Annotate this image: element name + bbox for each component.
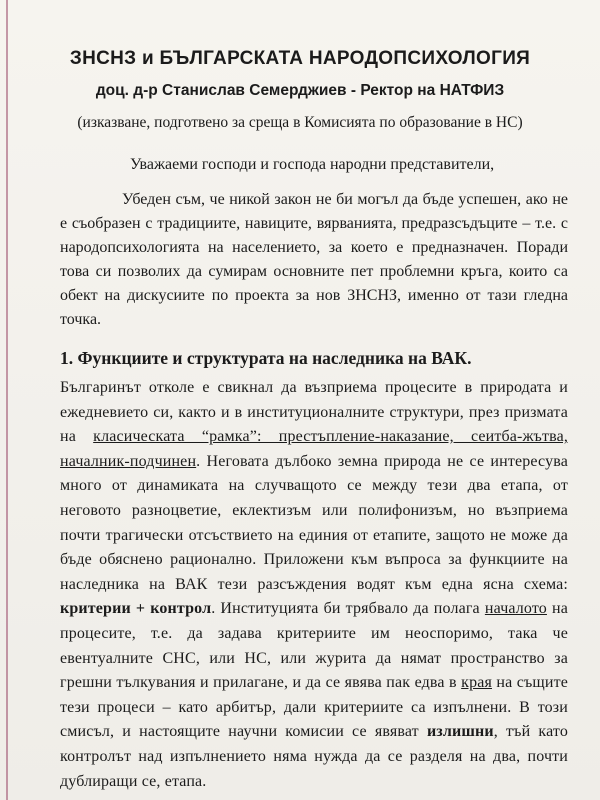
underlined-frame-text: класическата “рамка”: престъпление-наказание, сеитба-жътва, началник-подчинен — [60, 428, 568, 470]
author-line: доц. д-р Станислав Семерджиев - Ректор на НАТФИЗ — [95, 82, 505, 99]
body-text: Българинът отколе е свикнал да възприема процесите в природата и ежедневието си, както и в институционалните структури, през призмата на — [60, 379, 568, 446]
underlined-end: края — [461, 674, 492, 692]
intro-paragraph — [60, 188, 568, 332]
document-title: ЗНСНЗ и БЪЛГАРСКАТА НАРОДОПСИХОЛОГИЯ — [69, 48, 531, 69]
section-heading: 1. Функциите и структурата на наследника на ВАК. — [60, 348, 472, 368]
body-text: . Институцията би трябвало да полага — [211, 600, 480, 618]
intro-text: Убеден съм, че никой закон не би могъл да бъде успешен, ако не е съобразен с традициите, навиците, вярванията, предразсъдъците – т.е. с народопсихологията на населението, за което е предназначен. Поради това си позволих да сумирам основните пет проблемни кръга, които са обект на дискусиите по проекта за нов ЗНСНЗ, именно от тази гледна точка. — [60, 191, 568, 328]
subtitle-note: (изказване, подготвено за среща в Комисията по образование в НС) — [77, 114, 523, 131]
greeting: Уважаеми господи и господа народни представители, — [130, 156, 495, 173]
bold-criteria-control: критерии + контрол — [60, 600, 212, 618]
body-text: , тъй като контролът над изпълнението няма нужда да се разделя на два, почти дублиращи се, етапа. — [60, 723, 569, 790]
body-text: на същите тези процеси – като арбитър, дали критериите са изпълнени. В този смисъл, и настоящите научни комисии се явяват — [60, 674, 568, 741]
body-text: . Неговата дълбоко земна природа не се интересува много от динамиката на случващото се между тези два етапа, от неговото разноцветие, еклектизъм или полифонизъм, но възприема почти трагически отсъствието на единия от етапите, защото не може да бъде обяснено рационално. Приложени към въпроса за функциите на наследника на ВАК тези разсъждения водят към една ясна схема: — [60, 452, 568, 593]
bold-redundant: излишни — [426, 723, 494, 741]
body-text: на процесите, т.е. да задава критериите им неоспоримо, така че евентуалните СНС, или НС, или журита да нямат пространство за грешни тълкувания и прилагане, и да се явява пак едва в — [60, 600, 568, 692]
underlined-beginning: началото — [484, 600, 547, 618]
section-body — [60, 376, 568, 794]
